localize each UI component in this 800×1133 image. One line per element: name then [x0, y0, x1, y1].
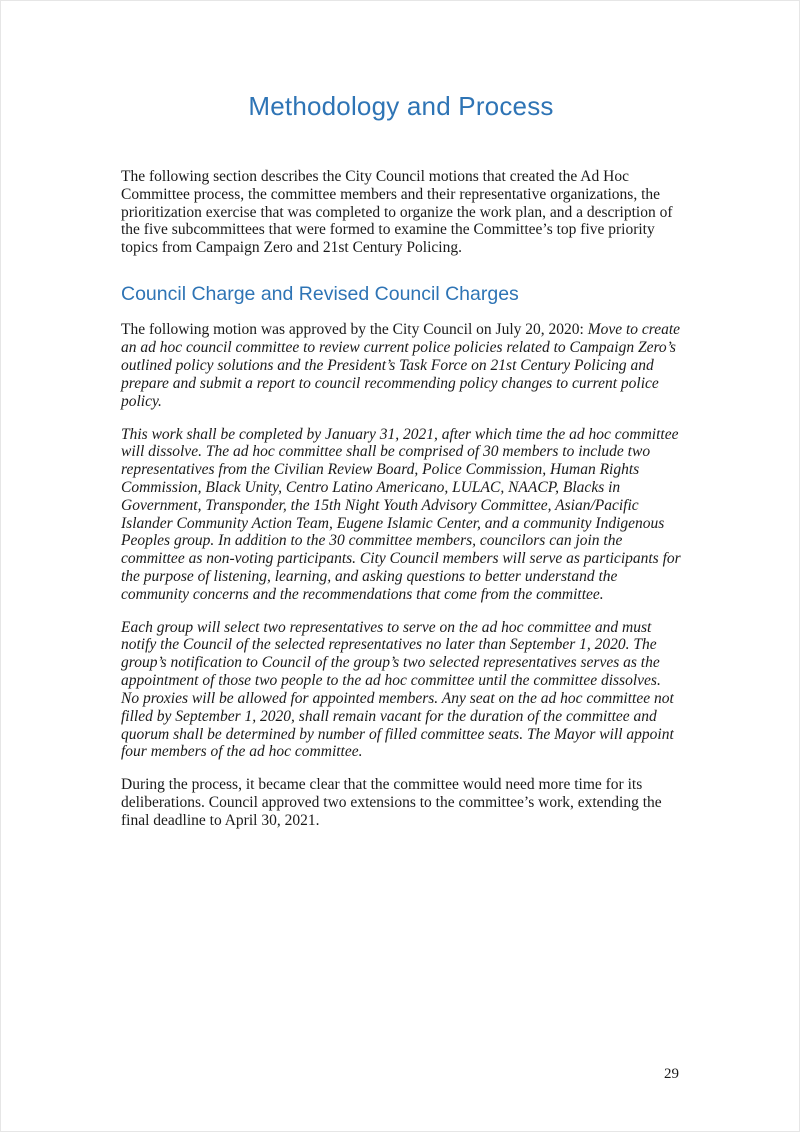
motion-paragraph — [121, 321, 681, 410]
group-paragraph: Each group will select two representatives to serve on the ad hoc committee and must notify the Council of the selected representatives no later than September 1, 2020. The group’s notification to Council of the group’s two selected representatives serves as the appointment of those two people to the ad hoc committee until the committee dissolves. No proxies will be allowed for appointed members. Any seat on the ad hoc committee not filled by September 1, 2020, shall remain vacant for the duration of the committee and quorum shall be determined by number of filled committee seats. The Mayor will appoint four members of the ad hoc committee. — [121, 618, 674, 761]
intro-paragraph: The following section describes the City Council motions that created the Ad Hoc Committee process, the committee members and their representative organizations, the prioritization exercise that was completed to organize the work plan, and a description of the five subcommittees that were formed to examine the Committee’s top five priority topics from Campaign Zero and 21st Century Policing. — [121, 168, 673, 257]
page-number: 29 — [664, 1066, 679, 1082]
page-title: Methodology and Process — [248, 91, 554, 121]
closing-paragraph: During the process, it became clear that the committee would need more time for its deliberations. Council approved two extensions to the committee’s work, extending the final deadline to April 30, 2021. — [121, 776, 662, 829]
motion-lead-in: The following motion was approved by the City Council on July 20, 2020: — [121, 321, 588, 339]
motion-quote: Move to create an ad hoc council committee to review current police policies related to Campaign Zero’s outlined policy solutions and the President’s Task Force on 21st Century Policing and prepare and submit a report to council recommending policy changes to current police policy. — [121, 321, 681, 410]
section-heading: Council Charge and Revised Council Charges — [121, 283, 519, 306]
work-paragraph: This work shall be completed by January 31, 2021, after which time the ad hoc committee will dissolve. The ad hoc committee shall be comprised of 30 members to include two representatives from the Civilian Review Board, Police Commission, Human Rights Commission, Black Unity, Centro Latino Americano, LULAC, NAACP, Blacks in Government, Transponder, the 15th Night Youth Advisory Committee, Asian/Pacific Islander Community Action Team, Eugene Islamic Center, and a community Indigenous Peoples group. In addition to the 30 committee members, councilors can join the committee as non-voting participants. City Council members will serve as participants for the purpose of listening, learning, and asking questions to better understand the community concerns and the recommendations that come from the committee. — [121, 425, 681, 603]
document-body — [121, 168, 681, 830]
document-page — [1, 1, 800, 1133]
